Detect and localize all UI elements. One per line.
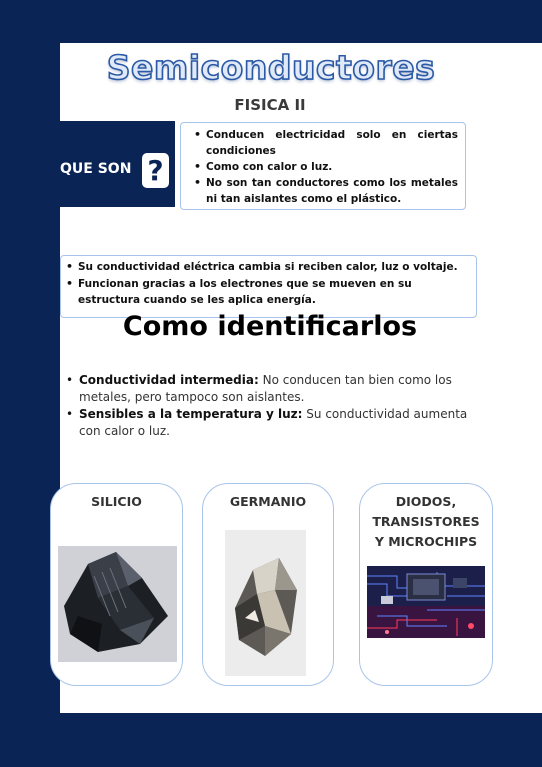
item-term: Conductividad intermedia:: [79, 373, 259, 387]
page-title: Semiconductores: [106, 48, 436, 87]
list-item: [66, 406, 491, 440]
card-label: GERMANIO: [229, 494, 307, 509]
definition-box: [180, 122, 466, 210]
germanium-image: [225, 530, 306, 676]
list-item: • Su conductividad eléctrica cambia si reciben calor, luz o voltaje.: [66, 259, 470, 276]
list-item: • Como con calor o luz.: [194, 159, 458, 175]
item-text: Su conductividad aumenta con calor o luz.: [79, 407, 468, 438]
question-mark-icon: ?: [142, 153, 169, 188]
identify-list: [66, 372, 491, 440]
section-heading: Como identificarlos: [122, 311, 418, 342]
item-text: No conducen tan bien como los metales, pero tampoco son aislantes.: [79, 373, 452, 404]
que-son-label: QUE SON: [60, 161, 132, 177]
list-item: • No son tan conductores como los metales ni tan aislantes como el plástico.: [194, 175, 458, 207]
page-subtitle: FISICA II: [234, 96, 306, 114]
card-label: SILICIO: [91, 494, 142, 509]
silicon-image: [58, 546, 177, 662]
circuit-board-image: [367, 566, 485, 638]
features-box: [60, 255, 477, 318]
item-term: Sensibles a la temperatura y luz:: [79, 407, 303, 421]
list-item: [66, 372, 491, 406]
list-item: • Conducen electricidad solo en ciertas condiciones: [194, 127, 458, 159]
list-item: • Funcionan gracias a los electrones que se mueven en su estructura cuando se les aplica energía.: [66, 276, 470, 309]
card-label: DIODOS, TRANSISTORES Y MICROCHIPS: [372, 494, 480, 549]
